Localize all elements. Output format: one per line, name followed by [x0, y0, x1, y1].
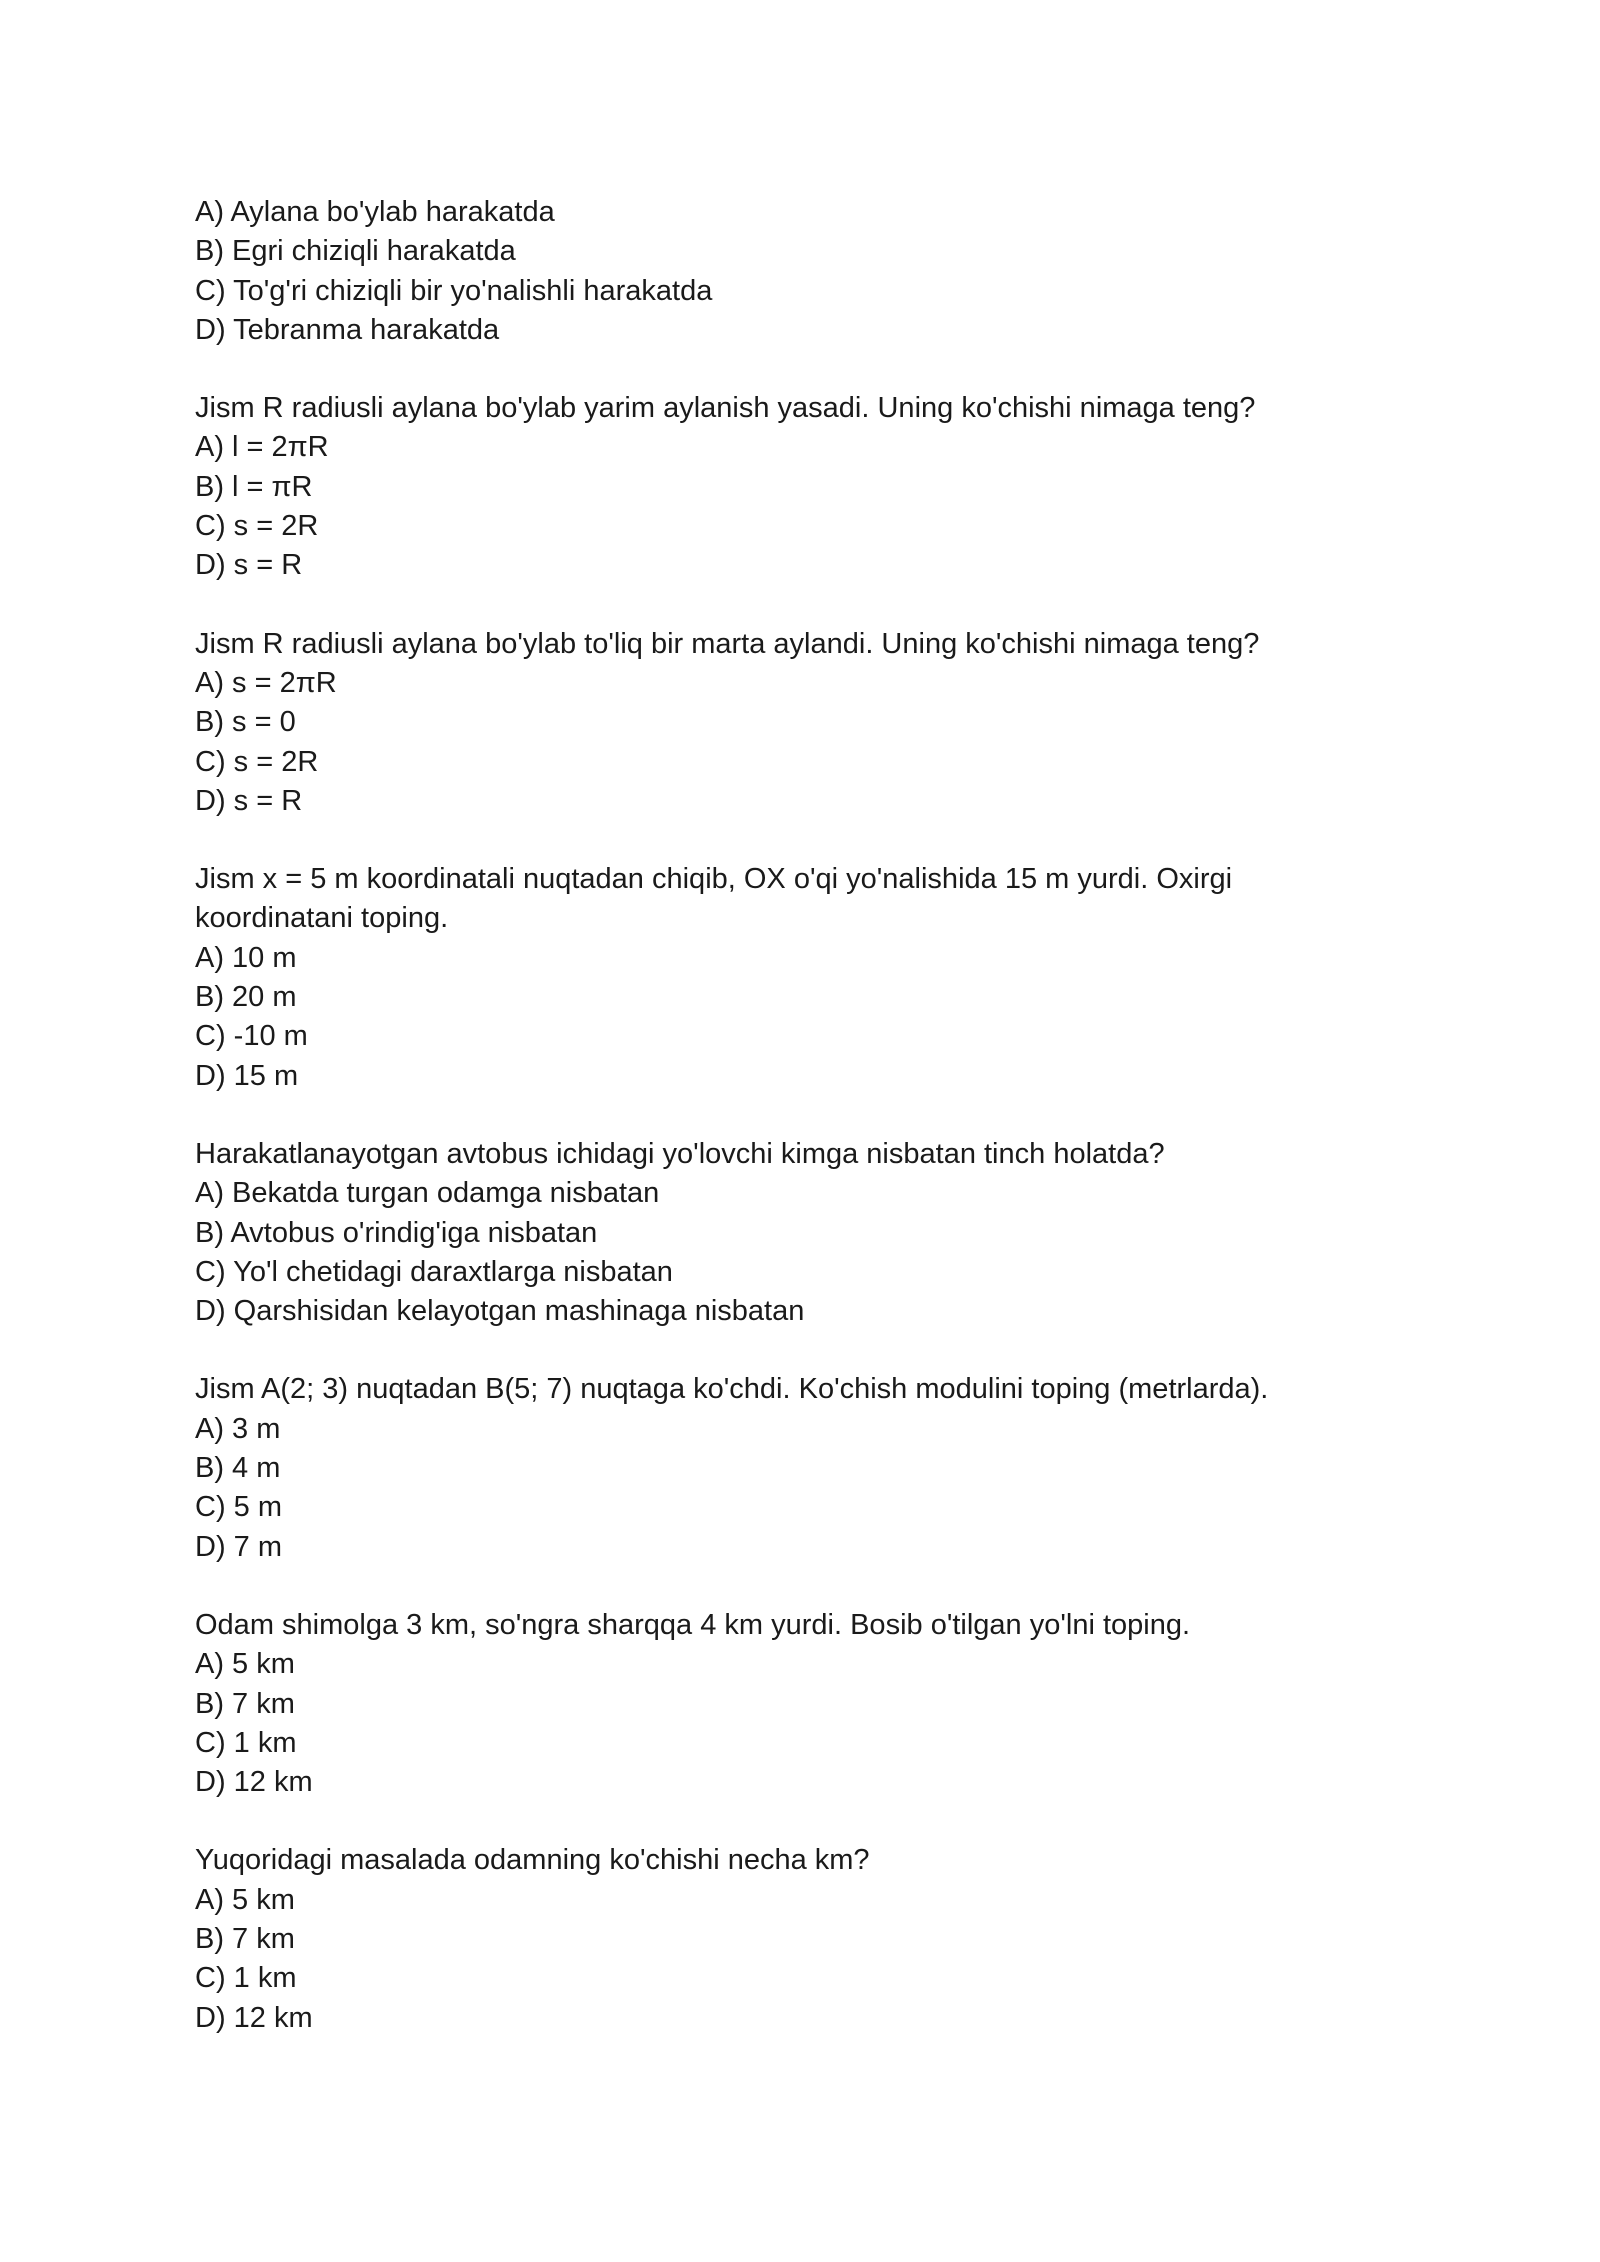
option-c: C) 1 km — [195, 1726, 297, 1759]
question-block — [195, 389, 1395, 585]
option-a: A) s = 2πR — [195, 666, 337, 699]
option-b: B) 20 m — [195, 981, 297, 1014]
option-c: C) -10 m — [195, 1020, 308, 1053]
question-text: Jism A(2; 3) nuqtadan B(5; 7) nuqtaga ko'chdi. Ko'chish modulini toping (metrlarda). — [195, 1373, 1269, 1406]
option-d: D) 15 m — [195, 1059, 299, 1092]
option-c: C) s = 2R — [195, 745, 319, 778]
option-c: C) Yo'l chetidagi daraxtlarga nisbatan — [195, 1255, 673, 1288]
option-c: C) s = 2R — [195, 510, 319, 543]
question-text: Odam shimolga 3 km, so'ngra sharqqa 4 km yurdi. Bosib o'tilgan yo'lni toping. — [195, 1608, 1191, 1641]
option-a: A) 5 km — [195, 1648, 295, 1681]
option-b: B) Avtobus o'rindig'iga nisbatan — [195, 1216, 598, 1249]
option-b: B) s = 0 — [195, 706, 296, 739]
option-b: B) Egri chiziqli harakatda — [195, 235, 516, 268]
option-d: D) 7 m — [195, 1530, 282, 1563]
option-a: A) Aylana bo'ylab harakatda — [195, 196, 555, 228]
question-block — [195, 1841, 1395, 2037]
option-d: D) Tebranma harakatda — [195, 313, 500, 346]
option-d: D) s = R — [195, 549, 303, 582]
question-text-line-2: koordinatani toping. — [195, 902, 449, 935]
option-b: B) 4 m — [195, 1452, 281, 1485]
option-d: D) s = R — [195, 784, 303, 817]
option-c: C) 1 km — [195, 1962, 297, 1995]
question-block — [195, 625, 1395, 821]
question-text: Jism R radiusli aylana bo'ylab yarim aylanish yasadi. Uning ko'chishi nimaga teng? — [195, 392, 1256, 425]
question-text: Harakatlanayotgan avtobus ichidagi yo'lovchi kimga nisbatan tinch holatda? — [195, 1137, 1165, 1170]
question-text: Yuqoridagi masalada odamning ko'chishi necha km? — [195, 1844, 870, 1877]
option-a: A) l = 2πR — [195, 431, 329, 464]
question-text: Jism R radiusli aylana bo'ylab to'liq bir marta aylandi. Uning ko'chishi nimaga teng? — [195, 627, 1260, 660]
option-c: C) To'g'ri chiziqli bir yo'nalishli harakatda — [195, 274, 713, 307]
option-d: D) 12 km — [195, 2001, 313, 2034]
question-block — [195, 193, 1395, 350]
option-d: D) Qarshisidan kelayotgan mashinaga nisbatan — [195, 1295, 805, 1328]
option-a: A) 5 km — [195, 1883, 295, 1916]
option-c: C) 5 m — [195, 1491, 282, 1524]
option-b: B) 7 km — [195, 1687, 295, 1720]
option-a: A) 3 m — [195, 1412, 281, 1445]
option-a: A) 10 m — [195, 941, 297, 974]
question-block — [195, 860, 1395, 1096]
question-text-line-1: Jism x = 5 m koordinatali nuqtadan chiqib, OX o'qi yo'nalishida 15 m yurdi. Oxirgi — [195, 863, 1233, 896]
question-block — [195, 1606, 1395, 1802]
option-b: B) 7 km — [195, 1922, 295, 1955]
option-a: A) Bekatda turgan odamga nisbatan — [195, 1177, 660, 1210]
option-d: D) 12 km — [195, 1766, 313, 1799]
question-block — [195, 1135, 1395, 1331]
option-b: B) l = πR — [195, 470, 313, 503]
question-block — [195, 1370, 1395, 1566]
document-page — [195, 193, 1395, 2077]
